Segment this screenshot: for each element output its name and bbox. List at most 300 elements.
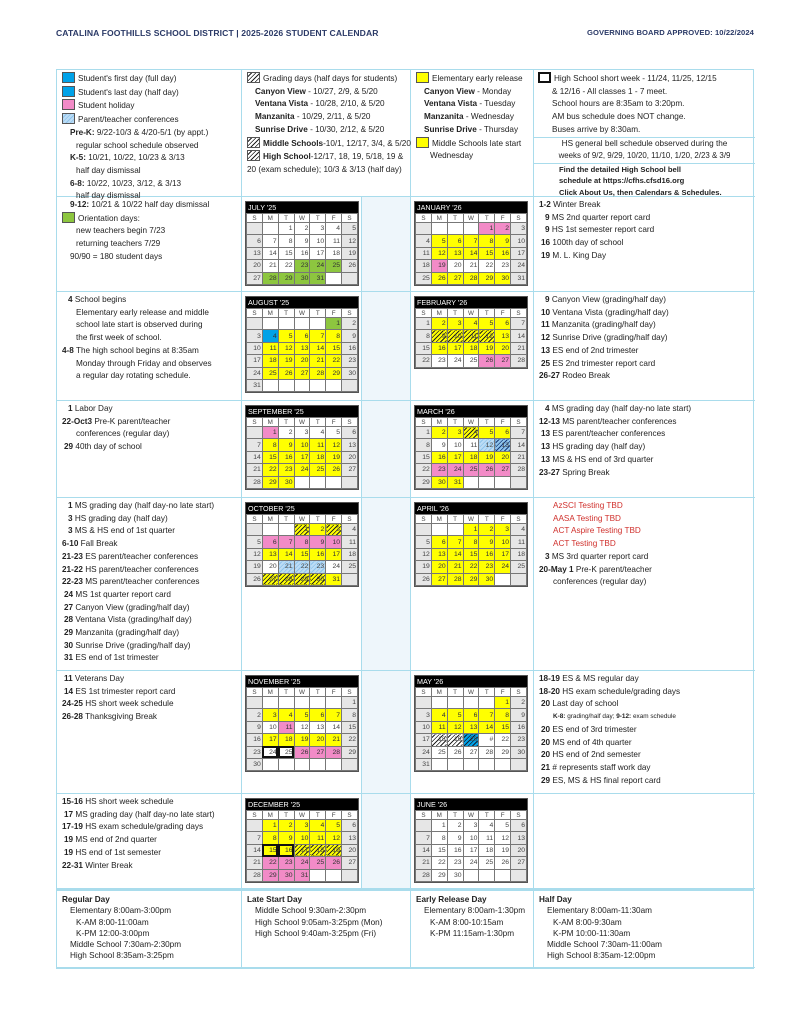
day-cell: 4 bbox=[342, 524, 358, 536]
day-cell: 9 bbox=[342, 330, 358, 342]
day-cell: 8 bbox=[416, 439, 432, 451]
day-cell: 1 bbox=[416, 318, 432, 330]
day-cell: 3 bbox=[463, 820, 479, 832]
cell-mar bbox=[411, 401, 534, 498]
day-cell: 28 bbox=[310, 367, 326, 379]
events-dec bbox=[57, 794, 242, 889]
day-cell: 24 bbox=[447, 464, 463, 476]
holiday-swatch-icon bbox=[62, 99, 75, 110]
day-cell: 7 bbox=[310, 330, 326, 342]
day-cell: 9 bbox=[278, 439, 294, 451]
day-cell: 14 bbox=[511, 439, 527, 451]
weekday-header: F bbox=[495, 811, 511, 820]
day-cell: 13 bbox=[342, 439, 358, 451]
weekday-header: T bbox=[447, 309, 463, 318]
day-cell bbox=[310, 476, 326, 488]
legend-prek-note: regular school schedule observed bbox=[76, 140, 199, 150]
weekday-header: S bbox=[247, 418, 263, 427]
weekday-header: F bbox=[495, 418, 511, 427]
day-cell: 8 bbox=[479, 235, 495, 247]
legend-912: 9-12: 10/21 & 10/22 half day dismissal bbox=[70, 200, 210, 209]
events-jan bbox=[534, 197, 755, 292]
day-cell: 20 bbox=[495, 451, 511, 463]
bell-title: Early Release Day bbox=[416, 895, 487, 904]
legend-col-1 bbox=[57, 70, 242, 201]
day-cell: 13 bbox=[262, 548, 278, 560]
legend-grading-ms: Middle Schools-10/1, 12/17, 3/4, & 5/20 bbox=[247, 137, 406, 151]
day-cell: 12 bbox=[479, 330, 495, 342]
day-cell: 27 bbox=[342, 464, 358, 476]
event-item: conferences (regular day) bbox=[553, 577, 647, 587]
day-cell: 12 bbox=[431, 247, 447, 259]
day-cell bbox=[326, 272, 342, 284]
weekday-header: M bbox=[262, 418, 278, 427]
event-item: 20 ES end of 3rd trimester bbox=[541, 724, 637, 734]
event-item: 25 ES 2nd trimester report card bbox=[541, 358, 656, 368]
day-cell bbox=[247, 318, 263, 330]
legend-student-days: 90/90 = 180 student days bbox=[70, 251, 163, 261]
day-cell: 5 bbox=[326, 820, 342, 832]
day-cell: 21 bbox=[247, 857, 263, 869]
day-cell: 23 bbox=[447, 857, 463, 869]
day-cell bbox=[495, 476, 511, 488]
last-day-swatch-icon bbox=[62, 86, 75, 97]
ms-grading-swatch-icon bbox=[247, 137, 260, 148]
event-item: 26-27 Rodeo Break bbox=[539, 371, 611, 381]
bell-regular bbox=[57, 891, 242, 968]
day-cell: 16 bbox=[310, 548, 326, 560]
day-cell: 28 bbox=[278, 573, 294, 585]
day-cell: 12 bbox=[495, 832, 511, 844]
day-cell: 23 bbox=[431, 355, 447, 367]
weekday-header: W bbox=[294, 688, 310, 697]
weekday-header: T bbox=[278, 515, 294, 524]
day-cell bbox=[294, 318, 310, 330]
day-cell: 23 bbox=[278, 464, 294, 476]
last-day-note: K-8: grading/half day; 9-12: exam schedule bbox=[553, 713, 676, 721]
weekday-header: W bbox=[463, 309, 479, 318]
day-cell: 5 bbox=[342, 223, 358, 235]
day-cell: 1 bbox=[495, 697, 511, 709]
weekday-header: S bbox=[416, 515, 432, 524]
month-name: SEPTEMBER '25 bbox=[246, 406, 358, 417]
day-cell: 11 bbox=[463, 439, 479, 451]
spacer bbox=[362, 498, 411, 671]
weekday-header: S bbox=[416, 811, 432, 820]
weekday-header: M bbox=[431, 688, 447, 697]
day-cell: 19 bbox=[294, 734, 310, 746]
day-cell: 31 bbox=[326, 573, 342, 585]
event-item: 24-25 HS short week schedule bbox=[62, 699, 174, 709]
day-cell: 6 bbox=[511, 820, 527, 832]
late-start-swatch-icon bbox=[416, 137, 429, 148]
day-cell: 15 bbox=[342, 721, 358, 733]
day-cell: 22 bbox=[495, 734, 511, 746]
weekday-header: T bbox=[310, 418, 326, 427]
day-cell bbox=[342, 869, 358, 881]
day-cell bbox=[326, 379, 342, 391]
spacer bbox=[362, 794, 411, 889]
day-cell bbox=[511, 573, 527, 585]
event-item: 17-19 HS exam schedule/grading days bbox=[62, 822, 204, 832]
day-cell: 17 bbox=[463, 844, 479, 856]
day-cell: 12 bbox=[278, 342, 294, 354]
bell-line: K-PM 10:00-11:30am bbox=[553, 928, 631, 938]
day-cell: 26 bbox=[495, 857, 511, 869]
day-cell bbox=[511, 476, 527, 488]
day-cell: 19 bbox=[247, 561, 263, 573]
day-cell: 7 bbox=[511, 318, 527, 330]
day-cell: 22 bbox=[262, 857, 278, 869]
weekday-header: S bbox=[247, 309, 263, 318]
day-cell: 21 bbox=[447, 561, 463, 573]
event-item: 19 MS end of 2nd quarter bbox=[64, 835, 157, 845]
day-cell bbox=[278, 524, 294, 536]
bell-title: Late Start Day bbox=[247, 895, 303, 904]
legend-er-cv: Canyon View - Monday bbox=[424, 86, 512, 96]
event-item: 16 100th day of school bbox=[541, 238, 624, 248]
testing-item: AASA Testing TBD bbox=[553, 513, 621, 523]
event-item: 24 MS 1st quarter report card bbox=[64, 589, 171, 599]
day-cell: 1 bbox=[262, 820, 278, 832]
weekday-header: S bbox=[247, 515, 263, 524]
day-cell: 15 bbox=[278, 247, 294, 259]
spacer bbox=[362, 197, 411, 292]
cell-oct bbox=[242, 498, 362, 671]
day-cell: 24 bbox=[326, 561, 342, 573]
day-cell: 18 bbox=[431, 734, 447, 746]
day-cell: 21 bbox=[262, 260, 278, 272]
day-cell: 13 bbox=[247, 247, 263, 259]
weekday-header: F bbox=[326, 309, 342, 318]
day-cell: 23 bbox=[479, 561, 495, 573]
day-cell: 22 bbox=[463, 561, 479, 573]
day-cell: 23 bbox=[342, 355, 358, 367]
day-cell: 5 bbox=[416, 536, 432, 548]
day-cell: 19 bbox=[479, 342, 495, 354]
bell-line: K-AM 8:00-10:15am bbox=[430, 917, 504, 927]
day-cell: 8 bbox=[278, 235, 294, 247]
day-cell: 12 bbox=[326, 832, 342, 844]
day-cell: 11 bbox=[416, 247, 432, 259]
day-cell: 27 bbox=[495, 464, 511, 476]
event-item: 21-23 ES parent/teacher conferences bbox=[62, 551, 199, 561]
legend-grading: Grading days (half days for students) bbox=[263, 74, 398, 83]
day-cell: 26 bbox=[294, 746, 310, 758]
weekday-header: S bbox=[416, 418, 432, 427]
day-cell: 9 bbox=[495, 235, 511, 247]
day-cell: 18 bbox=[326, 247, 342, 259]
weekday-header: S bbox=[247, 811, 263, 820]
event-item: 19 M. L. King Day bbox=[541, 250, 607, 260]
day-cell: 3 bbox=[495, 524, 511, 536]
day-cell: 29 bbox=[463, 573, 479, 585]
day-cell: 19 bbox=[326, 844, 342, 856]
month-name: APRIL '26 bbox=[415, 503, 527, 514]
event-item: 29 ES, MS & HS final report card bbox=[541, 775, 661, 785]
event-item: 22-31 Winter Break bbox=[62, 860, 133, 870]
day-cell bbox=[326, 697, 342, 709]
day-cell: 10 bbox=[294, 439, 310, 451]
day-cell: 1 bbox=[342, 697, 358, 709]
month-name: JANUARY '26 bbox=[415, 202, 527, 213]
event-item: 21 # represents staff work day bbox=[541, 762, 651, 772]
day-cell: 23 bbox=[495, 260, 511, 272]
day-cell: 22 bbox=[326, 355, 342, 367]
bell-line: Middle School 9:30am-2:30pm bbox=[255, 906, 367, 916]
day-cell bbox=[342, 758, 358, 770]
day-cell: 9 bbox=[479, 536, 495, 548]
day-cell: 27 bbox=[262, 573, 278, 585]
day-cell: 3 bbox=[447, 318, 463, 330]
day-cell bbox=[447, 758, 463, 770]
day-cell: 13 bbox=[495, 330, 511, 342]
day-cell: 11 bbox=[310, 832, 326, 844]
day-cell: 8 bbox=[262, 439, 278, 451]
weekday-header: W bbox=[294, 515, 310, 524]
day-cell bbox=[463, 476, 479, 488]
day-cell: 1 bbox=[416, 427, 432, 439]
cell-may bbox=[411, 671, 534, 794]
legend-general-bell: HS general bell schedule observed during the bbox=[561, 138, 728, 148]
day-cell: 21 bbox=[247, 464, 263, 476]
day-cell: 14 bbox=[447, 548, 463, 560]
day-cell: 13 bbox=[511, 832, 527, 844]
day-cell: 2 bbox=[431, 318, 447, 330]
weekday-header: T bbox=[479, 309, 495, 318]
day-cell: 4 bbox=[463, 427, 479, 439]
day-cell: 14 bbox=[278, 548, 294, 560]
day-cell: 26 bbox=[326, 857, 342, 869]
event-item: 14 ES 1st trimester report card bbox=[64, 686, 176, 696]
day-cell: 26 bbox=[247, 573, 263, 585]
day-cell bbox=[278, 318, 294, 330]
day-cell bbox=[326, 869, 342, 881]
event-item: 20 MS end of 4th quarter bbox=[541, 737, 632, 747]
weekday-header: T bbox=[447, 515, 463, 524]
legend-conferences: Parent/teacher conferences bbox=[78, 115, 179, 125]
day-cell: 9 bbox=[447, 832, 463, 844]
day-cell: 6 bbox=[310, 709, 326, 721]
day-cell: 12 bbox=[447, 721, 463, 733]
weekday-header: F bbox=[326, 811, 342, 820]
day-cell: 31 bbox=[247, 379, 263, 391]
day-cell: 18 bbox=[511, 548, 527, 560]
day-cell: 28 bbox=[326, 746, 342, 758]
bell-line: K-AM 8:00-11:00am bbox=[76, 917, 149, 927]
event-item: 10 Ventana Vista (grading/half day) bbox=[541, 307, 669, 317]
day-cell: # bbox=[479, 734, 495, 746]
day-cell: 23 bbox=[247, 746, 263, 758]
events-oct bbox=[57, 498, 242, 671]
legend-find-url[interactable]: schedule at https://cfhs.cfsd16.org bbox=[559, 176, 685, 186]
day-cell: 14 bbox=[511, 330, 527, 342]
day-cell: 7 bbox=[326, 709, 342, 721]
day-cell: 15 bbox=[294, 548, 310, 560]
event-item: 11 Veterans Day bbox=[64, 674, 125, 683]
legend-ms-late: Middle Schools late start bbox=[432, 138, 522, 148]
day-cell: 21 bbox=[416, 857, 432, 869]
legend-general-bell-weeks: weeks of 9/2, 9/29, 10/20, 11/10, 1/20, 2/23 & 3/9 bbox=[558, 151, 731, 161]
bell-line: Elementary 8:00am-3:00pm bbox=[70, 906, 172, 916]
weekday-header: T bbox=[447, 418, 463, 427]
event-item: 29 40th day of school bbox=[64, 442, 142, 452]
weekday-header: T bbox=[310, 811, 326, 820]
first-day-swatch-icon bbox=[62, 72, 75, 83]
weekday-header: T bbox=[278, 309, 294, 318]
day-cell: 27 bbox=[495, 355, 511, 367]
grading-swatch-icon bbox=[247, 72, 260, 83]
day-cell: 5 bbox=[247, 536, 263, 548]
legend-short-week-2: & 12/16 - All classes 1 - 7 meet. bbox=[552, 86, 668, 96]
early-release-swatch-icon bbox=[416, 72, 429, 83]
event-item: 9 Canyon View (grading/half day) bbox=[545, 295, 666, 304]
month-name: JULY '25 bbox=[246, 202, 358, 213]
day-cell: 25 bbox=[278, 746, 294, 758]
weekday-header: M bbox=[431, 418, 447, 427]
day-cell: 19 bbox=[479, 451, 495, 463]
bell-line: Elementary 8:00am-1:30pm bbox=[424, 906, 526, 916]
cell-sep bbox=[242, 401, 362, 498]
short-week-swatch-icon bbox=[538, 72, 551, 83]
weekday-header: T bbox=[278, 214, 294, 223]
weekday-header: W bbox=[463, 688, 479, 697]
day-cell: 6 bbox=[495, 427, 511, 439]
weekday-header: T bbox=[479, 418, 495, 427]
weekday-header: T bbox=[447, 688, 463, 697]
event-item: 18-20 HS exam schedule/grading days bbox=[539, 686, 681, 696]
cell-aug bbox=[242, 292, 362, 401]
legend-hours: School hours are 8:35am to 3:20pm. bbox=[552, 99, 685, 109]
weekday-header: S bbox=[416, 688, 432, 697]
event-item: 29 Manzanita (grading/half day) bbox=[64, 628, 180, 638]
day-cell: 8 bbox=[294, 536, 310, 548]
day-cell: 9 bbox=[247, 721, 263, 733]
spacer bbox=[362, 401, 411, 498]
weekday-header: W bbox=[294, 811, 310, 820]
legend-68: 6-8: 10/22, 10/23, 3/12, & 3/13 bbox=[70, 178, 182, 188]
event-item: 3 MS & HS end of 1st quarter bbox=[68, 526, 175, 536]
day-cell: 4 bbox=[431, 709, 447, 721]
row-aug-feb bbox=[57, 292, 753, 401]
day-cell bbox=[262, 524, 278, 536]
day-cell: 15 bbox=[416, 342, 432, 354]
event-item: 17 MS grading day (half day-no late start) bbox=[64, 809, 215, 819]
day-cell bbox=[511, 869, 527, 881]
day-cell bbox=[247, 427, 263, 439]
day-cell: 5 bbox=[479, 427, 495, 439]
event-item: 9 MS 2nd quarter report card bbox=[545, 212, 651, 222]
legend-grading-cv: Canyon View - 10/27, 2/9, & 5/20 bbox=[255, 86, 378, 96]
day-cell: 10 bbox=[416, 721, 432, 733]
cell-jan bbox=[411, 197, 534, 292]
event-item: 4 MS grading day (half day-no late start) bbox=[545, 404, 692, 413]
bell-title: Half Day bbox=[539, 895, 572, 904]
event-item: Monday through Friday and observes bbox=[76, 358, 212, 368]
day-cell: 18 bbox=[479, 844, 495, 856]
day-cell bbox=[262, 223, 278, 235]
day-cell: 26 bbox=[342, 260, 358, 272]
day-cell: 30 bbox=[278, 476, 294, 488]
day-cell: 7 bbox=[416, 832, 432, 844]
day-cell: 14 bbox=[262, 247, 278, 259]
day-cell: 4 bbox=[310, 427, 326, 439]
row-nov-may bbox=[57, 671, 753, 794]
day-cell bbox=[310, 318, 326, 330]
day-cell: 8 bbox=[342, 709, 358, 721]
weekday-header: W bbox=[463, 811, 479, 820]
day-cell: 26 bbox=[479, 464, 495, 476]
day-cell: 6 bbox=[247, 235, 263, 247]
day-cell: 13 bbox=[294, 342, 310, 354]
day-cell: 20 bbox=[342, 844, 358, 856]
day-cell: 7 bbox=[479, 709, 495, 721]
weekday-header: M bbox=[431, 309, 447, 318]
legend-last-day: Student's last day (half day) bbox=[78, 87, 179, 97]
calendar-september bbox=[245, 405, 359, 490]
day-cell bbox=[262, 379, 278, 391]
day-cell: 11 bbox=[342, 536, 358, 548]
event-item: 1-2 Winter Break bbox=[539, 200, 601, 209]
event-item: 15-16 HS short week schedule bbox=[62, 797, 174, 806]
day-cell: 20 bbox=[447, 260, 463, 272]
day-cell: 3 bbox=[247, 330, 263, 342]
day-cell: 14 bbox=[326, 721, 342, 733]
weekday-header: W bbox=[463, 214, 479, 223]
day-cell: 3 bbox=[416, 709, 432, 721]
day-cell: 21 bbox=[310, 355, 326, 367]
day-cell: 28 bbox=[511, 464, 527, 476]
day-cell: 16 bbox=[447, 844, 463, 856]
day-cell: 1 bbox=[431, 820, 447, 832]
day-cell: 11 bbox=[278, 721, 294, 733]
day-cell: 5 bbox=[431, 235, 447, 247]
day-cell: 30 bbox=[342, 367, 358, 379]
bell-title: Regular Day bbox=[62, 895, 110, 904]
day-cell: 6 bbox=[463, 709, 479, 721]
event-item: 4-8 The high school begins at 8:35am bbox=[62, 345, 199, 355]
weekday-header: T bbox=[479, 811, 495, 820]
day-cell: 9 bbox=[431, 330, 447, 342]
weekday-header: T bbox=[278, 688, 294, 697]
day-cell bbox=[326, 758, 342, 770]
weekday-header: S bbox=[342, 214, 358, 223]
day-cell: 7 bbox=[262, 235, 278, 247]
day-cell: 25 bbox=[310, 857, 326, 869]
calendar-february bbox=[414, 296, 528, 369]
day-cell: 17 bbox=[310, 247, 326, 259]
weekday-header: S bbox=[247, 214, 263, 223]
day-cell: 16 bbox=[278, 844, 294, 856]
day-cell: 15 bbox=[262, 451, 278, 463]
day-cell: 10 bbox=[326, 536, 342, 548]
day-cell: 26 bbox=[278, 367, 294, 379]
events-mar bbox=[534, 401, 755, 498]
calendar-october bbox=[245, 502, 359, 587]
day-cell: 23 bbox=[511, 734, 527, 746]
calendar-may bbox=[414, 675, 528, 772]
calendar-august bbox=[245, 296, 359, 393]
day-cell: 2 bbox=[342, 318, 358, 330]
day-cell: 16 bbox=[431, 451, 447, 463]
bell-line: Elementary 8:00am-11:30am bbox=[547, 906, 652, 916]
day-cell: 22 bbox=[416, 464, 432, 476]
event-item: 20 Last day of school bbox=[541, 699, 619, 709]
day-cell: 25 bbox=[431, 746, 447, 758]
day-cell: 28 bbox=[416, 869, 432, 881]
day-cell: 18 bbox=[342, 548, 358, 560]
weekday-header: M bbox=[431, 811, 447, 820]
